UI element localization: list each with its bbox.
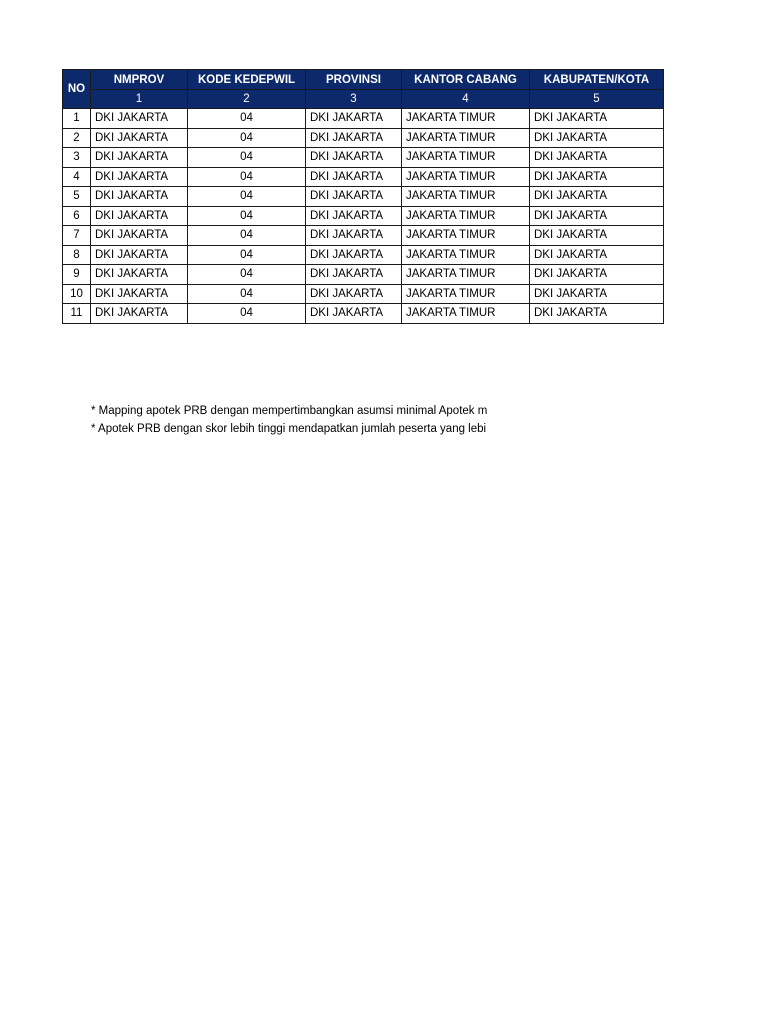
cell-kabupaten-kota: DKI JAKARTA: [530, 167, 664, 187]
cell-no: 9: [63, 265, 91, 285]
cell-provinsi: DKI JAKARTA: [306, 167, 402, 187]
cell-provinsi: DKI JAKARTA: [306, 304, 402, 324]
cell-kode-kedepwil: 04: [188, 304, 306, 324]
data-table: [62, 69, 664, 324]
cell-no: 5: [63, 187, 91, 207]
cell-nmprov: DKI JAKARTA: [91, 167, 188, 187]
cell-provinsi: DKI JAKARTA: [306, 187, 402, 207]
cell-kode-kedepwil: 04: [188, 128, 306, 148]
cell-kantor-cabang: JAKARTA TIMUR: [402, 245, 530, 265]
cell-nmprov: DKI JAKARTA: [91, 206, 188, 226]
table-row: [63, 109, 664, 129]
note-line: * Apotek PRB dengan skor lebih tinggi mendapatkan jumlah peserta yang lebi: [91, 423, 487, 435]
cell-no: 4: [63, 167, 91, 187]
cell-kantor-cabang: JAKARTA TIMUR: [402, 284, 530, 304]
column-number: 1: [91, 90, 188, 109]
cell-provinsi: DKI JAKARTA: [306, 284, 402, 304]
table-row: [63, 148, 664, 168]
table-row: [63, 128, 664, 148]
cell-provinsi: DKI JAKARTA: [306, 128, 402, 148]
table-row: [63, 206, 664, 226]
cell-kantor-cabang: JAKARTA TIMUR: [402, 304, 530, 324]
cell-kabupaten-kota: DKI JAKARTA: [530, 128, 664, 148]
cell-kantor-cabang: JAKARTA TIMUR: [402, 187, 530, 207]
cell-kantor-cabang: JAKARTA TIMUR: [402, 128, 530, 148]
cell-no: 3: [63, 148, 91, 168]
table-header: [63, 70, 664, 109]
column-number: 4: [402, 90, 530, 109]
cell-kode-kedepwil: 04: [188, 206, 306, 226]
header-nmprov: NMPROV: [91, 70, 188, 90]
cell-nmprov: DKI JAKARTA: [91, 109, 188, 129]
cell-kabupaten-kota: DKI JAKARTA: [530, 265, 664, 285]
cell-kode-kedepwil: 04: [188, 245, 306, 265]
notes: [91, 402, 487, 438]
cell-no: 8: [63, 245, 91, 265]
cell-nmprov: DKI JAKARTA: [91, 265, 188, 285]
cell-provinsi: DKI JAKARTA: [306, 109, 402, 129]
cell-kantor-cabang: JAKARTA TIMUR: [402, 109, 530, 129]
cell-nmprov: DKI JAKARTA: [91, 284, 188, 304]
cell-nmprov: DKI JAKARTA: [91, 226, 188, 246]
cell-kabupaten-kota: DKI JAKARTA: [530, 206, 664, 226]
header-kode-kedepwil: KODE KEDEPWIL: [188, 70, 306, 90]
cell-nmprov: DKI JAKARTA: [91, 128, 188, 148]
cell-kabupaten-kota: DKI JAKARTA: [530, 187, 664, 207]
table-row: [63, 265, 664, 285]
cell-kantor-cabang: JAKARTA TIMUR: [402, 226, 530, 246]
cell-kode-kedepwil: 04: [188, 265, 306, 285]
cell-kantor-cabang: JAKARTA TIMUR: [402, 148, 530, 168]
cell-no: 11: [63, 304, 91, 324]
cell-kabupaten-kota: DKI JAKARTA: [530, 109, 664, 129]
cell-no: 6: [63, 206, 91, 226]
cell-kabupaten-kota: DKI JAKARTA: [530, 284, 664, 304]
table-row: [63, 284, 664, 304]
table-row: [63, 167, 664, 187]
cell-nmprov: DKI JAKARTA: [91, 148, 188, 168]
cell-no: 7: [63, 226, 91, 246]
header-provinsi: PROVINSI: [306, 70, 402, 90]
header-no: NO: [63, 70, 91, 109]
cell-kode-kedepwil: 04: [188, 187, 306, 207]
cell-kantor-cabang: JAKARTA TIMUR: [402, 265, 530, 285]
cell-provinsi: DKI JAKARTA: [306, 206, 402, 226]
note-line: * Mapping apotek PRB dengan mempertimbangkan asumsi minimal Apotek m: [91, 405, 488, 417]
cell-provinsi: DKI JAKARTA: [306, 148, 402, 168]
cell-kantor-cabang: JAKARTA TIMUR: [402, 206, 530, 226]
cell-no: 10: [63, 284, 91, 304]
table-row: [63, 226, 664, 246]
cell-kode-kedepwil: 04: [188, 109, 306, 129]
cell-provinsi: DKI JAKARTA: [306, 245, 402, 265]
cell-kabupaten-kota: DKI JAKARTA: [530, 304, 664, 324]
column-number: 5: [530, 90, 664, 109]
cell-kabupaten-kota: DKI JAKARTA: [530, 245, 664, 265]
cell-nmprov: DKI JAKARTA: [91, 187, 188, 207]
table-body: [63, 109, 664, 324]
column-number: 2: [188, 90, 306, 109]
cell-no: 2: [63, 128, 91, 148]
cell-kode-kedepwil: 04: [188, 226, 306, 246]
cell-kabupaten-kota: DKI JAKARTA: [530, 148, 664, 168]
header-kabupaten-kota: KABUPATEN/KOTA: [530, 70, 664, 90]
cell-kode-kedepwil: 04: [188, 167, 306, 187]
cell-nmprov: DKI JAKARTA: [91, 245, 188, 265]
cell-kantor-cabang: JAKARTA TIMUR: [402, 167, 530, 187]
cell-kode-kedepwil: 04: [188, 284, 306, 304]
cell-no: 1: [63, 109, 91, 129]
header-kantor-cabang: KANTOR CABANG: [402, 70, 530, 90]
table-row: [63, 245, 664, 265]
column-number: 3: [306, 90, 402, 109]
table-row: [63, 304, 664, 324]
table-row: [63, 187, 664, 207]
cell-kabupaten-kota: DKI JAKARTA: [530, 226, 664, 246]
cell-provinsi: DKI JAKARTA: [306, 226, 402, 246]
cell-kode-kedepwil: 04: [188, 148, 306, 168]
cell-nmprov: DKI JAKARTA: [91, 304, 188, 324]
cell-provinsi: DKI JAKARTA: [306, 265, 402, 285]
